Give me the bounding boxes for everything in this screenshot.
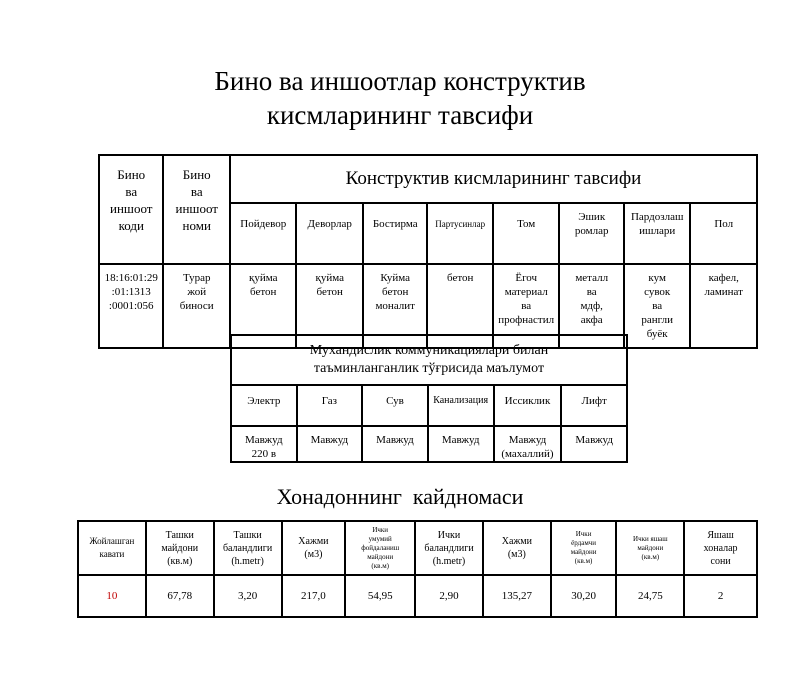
sewerage-value: Мавжуд <box>428 426 494 462</box>
header-floor: Пол <box>690 203 757 264</box>
header-roof: Том <box>493 203 560 264</box>
doors-windows-value: металл ва мдф, акфа <box>559 264 623 348</box>
apartment-table <box>77 520 758 618</box>
outer-area-value: 67,78 <box>146 575 214 617</box>
auxiliary-area-value: 30,20 <box>551 575 617 617</box>
structure-table <box>98 154 758 349</box>
engineering-table <box>230 334 628 463</box>
header-structure-group: Конструктив кисмларининг тавсифи <box>230 155 757 203</box>
header-building-code: Бино ва иншоот коди <box>99 155 163 264</box>
header-common-area: Ички умумий фойдаланиш майдони (кв.м) <box>345 521 415 575</box>
room-count-value: 2 <box>684 575 757 617</box>
apartment-title: Хонадоннинг кайдномаси <box>276 484 524 509</box>
header-doors-windows: Эшик ромлар <box>559 203 623 264</box>
header-living-area: Ички яшаш майдони (кв.м) <box>616 521 684 575</box>
gas-value: Мавжуд <box>297 426 363 462</box>
building-code-value: 18:16:01:29 :01:1313 :0001:056 <box>99 264 163 348</box>
header-auxiliary-area: Ички ёрдамчи майдони (кв.м) <box>551 521 617 575</box>
finishing-value: кум сувок ва рангли буёк <box>624 264 691 348</box>
header-outer-height: Ташки баландлиги (h.metr) <box>214 521 282 575</box>
volume-value: 217,0 <box>282 575 346 617</box>
header-inner-height: Ички баландлиги (h.metr) <box>415 521 483 575</box>
header-ceilings: Партусинлар <box>427 203 492 264</box>
elevator-value: Мавжуд <box>561 426 627 462</box>
water-value: Мавжуд <box>362 426 428 462</box>
inner-volume-value: 135,27 <box>483 575 551 617</box>
electricity-value: Мавжуд 220 в <box>231 426 297 462</box>
walls-value: қуйма бетон <box>296 264 363 348</box>
header-foundation: Пойдевор <box>230 203 297 264</box>
document-title-line1: Бино ва иншоотлар конструктив <box>214 66 586 96</box>
header-gas: Газ <box>297 385 363 426</box>
header-sewerage: Канализация <box>428 385 494 426</box>
ceilings-value: бетон <box>427 264 492 348</box>
document-title-line2: кисмларининг тавсифи <box>266 100 534 130</box>
header-volume: Хажми (м3) <box>282 521 346 575</box>
header-heating: Иссиклик <box>494 385 562 426</box>
outer-height-value: 3,20 <box>214 575 282 617</box>
header-outer-area: Ташки майдони (кв.м) <box>146 521 214 575</box>
header-finishing: Пардозлаш ишлари <box>624 203 691 264</box>
header-electricity: Электр <box>231 385 297 426</box>
engineering-header: Мухандислик коммуникациялари билан таъминланганлик тўғрисида маълумот <box>231 335 627 385</box>
floor-level-value: 10 <box>78 575 146 617</box>
living-area-value: 24,75 <box>616 575 684 617</box>
roof-slab-value: Куйма бетон моналит <box>363 264 427 348</box>
inner-height-value: 2,90 <box>415 575 483 617</box>
document-title <box>0 64 800 132</box>
header-inner-volume: Хажми (м3) <box>483 521 551 575</box>
header-elevator: Лифт <box>561 385 627 426</box>
header-walls: Деворлар <box>296 203 363 264</box>
header-room-count: Яшаш хоналар сони <box>684 521 757 575</box>
roof-value: Ёгоч материал ва профнастил <box>493 264 560 348</box>
header-water: Сув <box>362 385 428 426</box>
heating-value: Мавжуд (махаллий) <box>494 426 562 462</box>
header-roof-slab: Бостирма <box>363 203 427 264</box>
common-area-value: 54,95 <box>345 575 415 617</box>
floor-value: кафел, ламинат <box>690 264 757 348</box>
header-floor-level: Жойлашган кавати <box>78 521 146 575</box>
header-building-name: Бино ва иншоот номи <box>163 155 230 264</box>
foundation-value: қуйма бетон <box>230 264 297 348</box>
building-name-value: Турар жой биноси <box>163 264 230 348</box>
